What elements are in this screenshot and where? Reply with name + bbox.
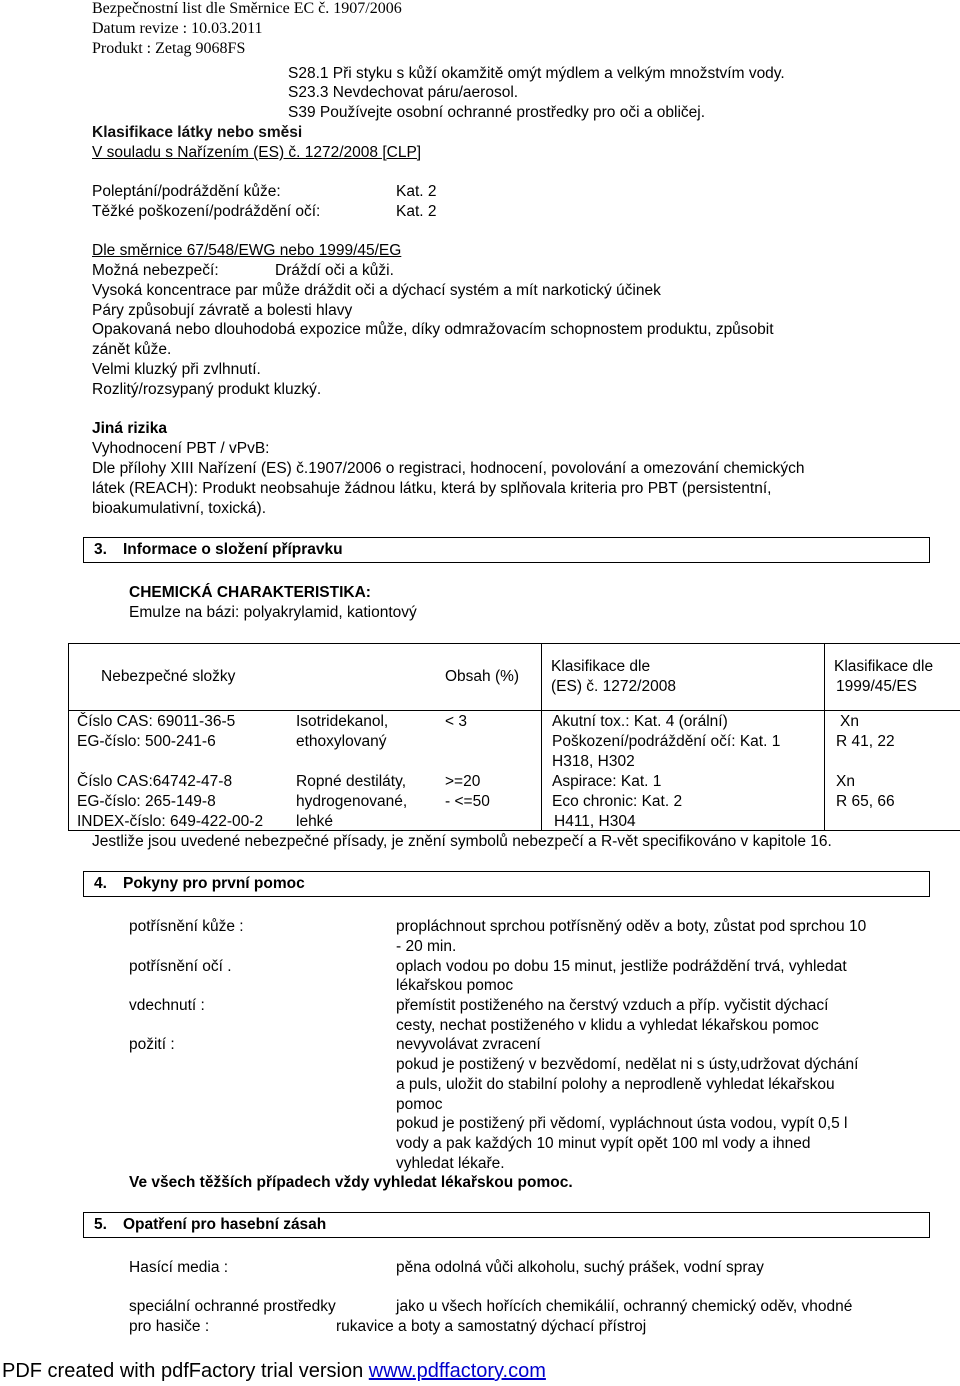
hazard-line-3: Opakovaná nebo dlouhodobá expozice může, díky odmražovacím schopnostem produktu, způsobit (92, 321, 774, 338)
doc-header-revision-date: Datum revize : 10.03.2011 (92, 20, 263, 37)
section-5-title: Opatření pro hasební zásah (123, 1216, 327, 1233)
first-aid-skin-line-2: - 20 min. (396, 938, 457, 955)
first-aid-eye-line-1: oplach vodou po dobu 15 minut, jestliže podráždění trvá, vyhledat (396, 958, 847, 975)
hazard-line-6: Rozlitý/rozsypaný produkt kluzký. (92, 381, 322, 398)
pbt-line-1: Dle přílohy XIII Nařízení (ES) č.1907/2006 o registraci, hodnocení, povolování a omezování chemických (92, 460, 805, 477)
row1-clp-2: Poškození/podráždění očí: Kat. 1 (552, 733, 781, 750)
first-aid-inhale-line-1: přemístit postiženého na čerstvý vzduch a příp. vyčistit dýchací (396, 997, 829, 1014)
first-aid-ingest-line-6: vody a pak každých 10 minut vypít opět 100 ml vody a ihned (396, 1135, 811, 1152)
row2-content-2: - <=50 (445, 793, 490, 810)
first-aid-ingest-line-7: vyhledat lékaře. (396, 1155, 505, 1172)
row1-dsd-1: Xn (840, 713, 859, 730)
s-phrase-3: S39 Používejte osobní ochranné prostředky pro oči a obličej. (288, 104, 706, 121)
pbt-line-2: látek (REACH): Produkt neobsahuje žádnou látku, která by splňovala kriteria pro PBT (persistentní, (92, 480, 772, 497)
row1-clp-1: Akutní tox.: Kat. 4 (orální) (552, 713, 728, 730)
hazard-line-5: Velmi kluzký při zvlhnutí. (92, 361, 261, 378)
first-aid-emphasis: Ve všech těžších případech vždy vyhledat lékařskou pomoc. (129, 1174, 573, 1191)
row1-name-2: ethoxylovaný (296, 733, 387, 750)
hazard-label: Možná nebezpečí: (92, 262, 219, 279)
first-aid-skin-line-1: propláchnout sprchou potřísněný oděv a boty, zůstat pod sprchou 10 (396, 918, 867, 935)
other-risks-heading: Jiná rizika (92, 420, 167, 437)
row1-eg: EG-číslo: 500-241-6 (77, 733, 216, 750)
extinguishing-media-label: Hasící media : (129, 1259, 229, 1276)
row1-clp-3: H318, H302 (552, 753, 635, 770)
table-col-sep-1 (541, 643, 542, 831)
table-top-border (68, 643, 960, 644)
section-5-header-box (83, 1212, 930, 1238)
first-aid-ingest-label: požití : (129, 1036, 175, 1053)
row2-index: INDEX-číslo: 649-422-00-2 (77, 813, 264, 830)
section-3-note: Jestliže jsou uvedené nebezpečné přísady, je znění symbolů nebezpečí a R-vět specifikováno v kapitole 16. (92, 833, 832, 850)
pbt-label: Vyhodnocení PBT / vPvB: (92, 440, 270, 457)
first-aid-ingest-line-3: a puls, uložit do stabilní polohy a neprodleně vyhledat lékařskou (396, 1076, 835, 1093)
row1-dsd-2: R 41, 22 (836, 733, 895, 750)
section-3-title: Informace o složení přípravku (123, 541, 343, 558)
classification-value-eye: Kat. 2 (396, 203, 437, 220)
first-aid-ingest-line-1: nevyvolávat zvracení (396, 1036, 541, 1053)
classification-label-skin: Poleptání/podráždění kůže: (92, 183, 281, 200)
hazard-line-1: Vysoká koncentrace par může dráždit oči a dýchací systém a mít narkotický účinek (92, 282, 661, 299)
row2-content-1: >=20 (445, 773, 481, 790)
first-aid-eye-line-2: lékařskou pomoc (396, 977, 514, 994)
row2-name-1: Ropné destiláty, (296, 773, 406, 790)
th-content: Obsah (%) (445, 668, 520, 685)
first-aid-inhale-line-2: cesty, nechat postiženého v klidu a vyhledat lékařskou pomoc (396, 1017, 819, 1034)
s-phrase-2: S23.3 Nevdechovat páru/aerosol. (288, 84, 519, 101)
th-dsd-line2: 1999/45/ES (836, 678, 918, 695)
table-left-border (68, 643, 69, 831)
th-dsd-line1: Klasifikace dle (834, 658, 934, 675)
row2-clp-1: Aspirace: Kat. 1 (552, 773, 662, 790)
section-3-header-box (83, 537, 930, 563)
first-aid-eye-label: potřísnění očí . (129, 958, 232, 975)
hazard-line-2: Páry způsobují závratě a bolesti hlavy (92, 302, 353, 319)
chem-char-heading: CHEMICKÁ CHARAKTERISTIKA: (129, 584, 371, 601)
extinguishing-media-value: pěna odolná vůči alkoholu, suchý prášek, vodní spray (396, 1259, 764, 1276)
chem-char-desc: Emulze na bázi: polyakrylamid, kationtový (129, 604, 417, 621)
row1-cas: Číslo CAS: 69011-36-5 (77, 713, 236, 730)
first-aid-skin-label: potřísnění kůže : (129, 918, 244, 935)
row2-cas: Číslo CAS:64742-47-8 (77, 773, 233, 790)
first-aid-inhale-label: vdechnutí : (129, 997, 205, 1014)
special-equipment-value-2: rukavice a boty a samostatný dýchací přístroj (336, 1318, 647, 1335)
table-header-bottom-border (68, 710, 960, 711)
table-col-sep-2 (824, 643, 825, 831)
th-clp-line1: Klasifikace dle (551, 658, 651, 675)
special-equipment-label-2: pro hasiče : (129, 1318, 210, 1335)
row2-clp-3: H411, H304 (554, 813, 636, 830)
row2-name-2: hydrogenované, (296, 793, 408, 810)
pdf-footer (2, 1360, 546, 1383)
doc-header-product: Produkt : Zetag 9068FS (92, 40, 246, 57)
row2-eg: EG-číslo: 265-149-8 (77, 793, 216, 810)
th-components: Nebezpečné složky (101, 668, 236, 685)
row2-name-3: lehké (296, 813, 334, 830)
section-4-number: 4. (94, 875, 107, 892)
pbt-line-3: bioakumulativní, toxická). (92, 500, 267, 517)
section-5-number: 5. (94, 1216, 107, 1233)
classification-label-eye: Těžké poškození/podráždění očí: (92, 203, 321, 220)
hazard-value: Dráždí oči a kůži. (275, 262, 394, 279)
section-4-title: Pokyny pro první pomoc (123, 875, 305, 892)
s-phrase-1: S28.1 Při styku s kůží okamžitě omýt mýdlem a velkým množstvím vody. (288, 65, 785, 82)
directive-line: Dle směrnice 67/548/EWG nebo 1999/45/EG (92, 242, 402, 259)
row2-dsd-1: Xn (836, 773, 855, 790)
section-4-header-box (83, 871, 930, 897)
first-aid-ingest-line-5: pokud je postižený při vědomí, vypláchnout ústa vodou, vypít 0,5 l (396, 1115, 848, 1132)
special-equipment-label-1: speciální ochranné prostředky (129, 1298, 336, 1315)
special-equipment-value-1: jako u všech hořících chemikálií, ochranný chemický oděv, vhodné (396, 1298, 853, 1315)
first-aid-ingest-line-4: pomoc (396, 1096, 443, 1113)
row1-content: < 3 (445, 713, 467, 730)
classification-regulation: V souladu s Nařízením (ES) č. 1272/2008 [CLP] (92, 144, 422, 161)
th-clp-line2: (ES) č. 1272/2008 (551, 678, 676, 695)
pdf-footer-text: PDF created with pdfFactory trial version (2, 1360, 369, 1382)
section-3-number: 3. (94, 541, 107, 558)
doc-header-title: Bezpečnostní list dle Směrnice EC č. 1907/2006 (92, 0, 402, 17)
classification-heading: Klasifikace látky nebo směsi (92, 124, 303, 141)
classification-value-skin: Kat. 2 (396, 183, 437, 200)
row1-name-1: Isotridekanol, (296, 713, 389, 730)
pdf-footer-link[interactable]: www.pdffactory.com (368, 1360, 546, 1382)
row2-dsd-2: R 65, 66 (836, 793, 895, 810)
first-aid-ingest-line-2: pokud je postižený v bezvědomí, nedělat ni s ústy,udržovat dýchání (396, 1056, 859, 1073)
row2-clp-2: Eco chronic: Kat. 2 (552, 793, 683, 810)
hazard-line-4: zánět kůže. (92, 341, 172, 358)
